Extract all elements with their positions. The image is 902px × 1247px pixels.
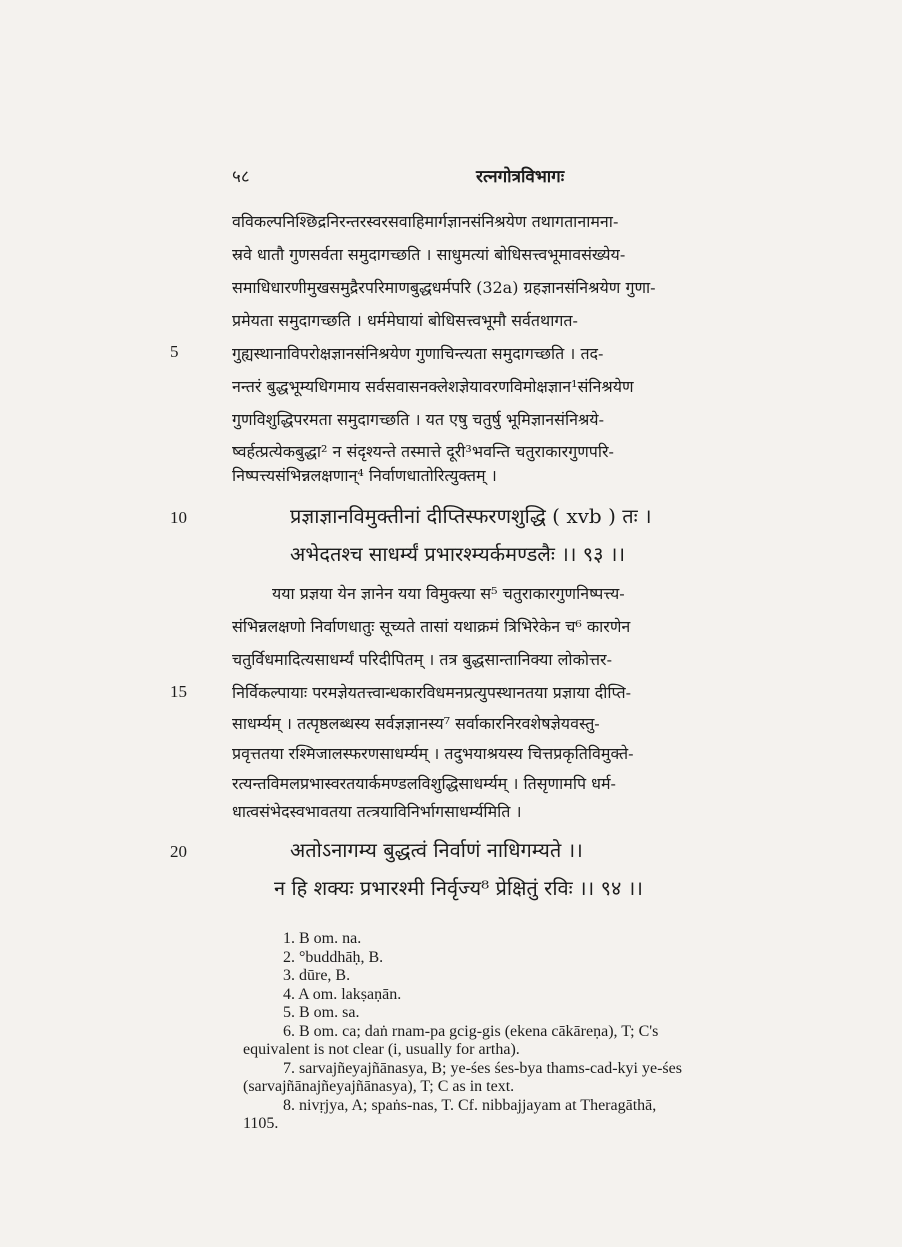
prose-line: प्रमेयता समुदागच्छति । धर्ममेघायां बोधिसत्त्वभूमौ सर्वतथागत- (232, 311, 578, 330)
footnote: 6. B om. ca; daṅ rnam-pa gcig-gis (ekena cākāreṇa), T; C's (283, 1022, 659, 1040)
prose-line: गुणविशुद्धिपरमता समुदागच्छति । यत एषु चतुर्षु भूमिज्ञानसंनिश्रये- (232, 410, 604, 429)
prose-line: रत्यन्तविमलप्रभास्वरतयार्कमण्डलविशुद्धिसाधर्म्यम् । तिसृणामपि धर्म- (232, 774, 616, 793)
prose-line: वविकल्पनिश्छिद्रनिरन्तरस्वरसवाहिमार्गज्ञानसंनिश्रयेण तथागतानामना- (232, 212, 619, 231)
footnote: (sarvajñānajñeyajñānasya), T; C as in text. (243, 1078, 515, 1095)
footnote: equivalent is not clear (i, usually for artha). (243, 1041, 520, 1058)
prose-line: निष्पत्त्यसंभिन्नलक्षणान्⁴ निर्वाणधातोरित्युक्तम् । (232, 466, 497, 485)
footnote: 5. B om. sa. (283, 1004, 360, 1021)
footnote: 8. nivṛjya, A; spaṅs-nas, T. Cf. nibbajjayam at Theragāthā, (283, 1096, 657, 1114)
verse-line: न हि शक्यः प्रभारश्मी निर्वृज्य⁸ प्रेक्षितुं रविः ।। ९४ ।। (274, 876, 643, 900)
prose-line: संभिन्नलक्षणो निर्वाणधातुः सूच्यते तासां यथाक्रमं त्रिभिरेकेन च⁶ कारणेन (232, 617, 631, 636)
page-number: ५८ (232, 167, 250, 187)
prose-line: चतुर्विधमादित्यसाधर्म्यं परिदीपितम् । तत्र बुद्धसान्तानिक्या लोकोत्तर- (232, 650, 613, 669)
footnote: 7. sarvajñeyajñānasya, B; ye-śes śes-bya thams-cad-kyi ye-śes (283, 1059, 682, 1077)
prose-line: गुह्यस्थानाविपरोक्षज्ञानसंनिश्रयेण गुणाचिन्त्यता समुदागच्छति । तद- (232, 344, 604, 363)
prose-line: यया प्रज्ञया येन ज्ञानेन यया विमुक्त्या स⁵ चतुराकारगुणनिष्पत्त्य- (272, 584, 625, 603)
line-number-10: 10 (170, 508, 187, 527)
line-number-20: 20 (170, 842, 187, 861)
footnote: 1105. (243, 1115, 279, 1132)
prose-line: नन्तरं बुद्धभूम्यधिगमाय सर्वसवासनक्लेशज्ञेयावरणविमोक्षज्ञान¹संनिश्रयेण (232, 377, 634, 396)
prose-line: स्रवे धातौ गुणसर्वता समुदागच्छति । साधुमत्यां बोधिसत्त्वभूमावसंख्येय- (232, 245, 626, 264)
line-number-15: 15 (170, 682, 187, 701)
prose-line: साधर्म्यम् । तत्पृष्ठलब्धस्य सर्वज्ञज्ञानस्य⁷ सर्वाकारनिरवशेषज्ञेयवस्तु- (232, 714, 600, 733)
verse-line: अभेदतश्च साधर्म्यं प्रभारश्म्यर्कमण्डलैः ।। ९३ ।। (290, 542, 626, 566)
running-title: रत्नगोत्रविभागः (476, 167, 565, 187)
footnote: 3. dūre, B. (283, 967, 351, 984)
footnote: 4. A om. lakṣaṇān. (283, 985, 402, 1003)
prose-line: ष्वर्हत्प्रत्येकबुद्धा² न संदृश्यन्ते तस्मात्ते दूरी³भवन्ति चतुराकारगुणपरि- (232, 442, 614, 461)
footnote: 2. °buddhāḥ, B. (283, 948, 384, 966)
prose-line: प्रवृत्ततया रश्मिजालस्फरणसाधर्म्यम् । तदुभयाश्रयस्य चित्तप्रकृतिविमुक्ते- (232, 744, 634, 763)
prose-line: निर्विकल्पायाः परमज्ञेयतत्त्वान्धकारविधमनप्रत्युपस्थानतया प्रज्ञाया दीप्ति- (232, 683, 631, 702)
line-number-5: 5 (170, 342, 179, 361)
verse-line: प्रज्ञाज्ञानविमुक्तीनां दीप्तिस्फरणशुद्धि ( xvb ) तः । (290, 504, 652, 528)
footnote: 1. B om. na. (283, 930, 362, 947)
prose-line: धात्वसंभेदस्वभावतया तत्त्रयाविनिर्भागसाधर्म्यमिति । (232, 802, 522, 821)
verse-line: अतोऽनागम्य बुद्धत्वं निर्वाणं नाधिगम्यते ।। (290, 838, 583, 862)
footnotes (243, 930, 821, 1134)
prose-line: समाधिधारणीमुखसमुद्रैरपरिमाणबुद्धधर्मपरि (32a) ग्रहज्ञानसंनिश्रयेण गुणा- (232, 278, 656, 297)
